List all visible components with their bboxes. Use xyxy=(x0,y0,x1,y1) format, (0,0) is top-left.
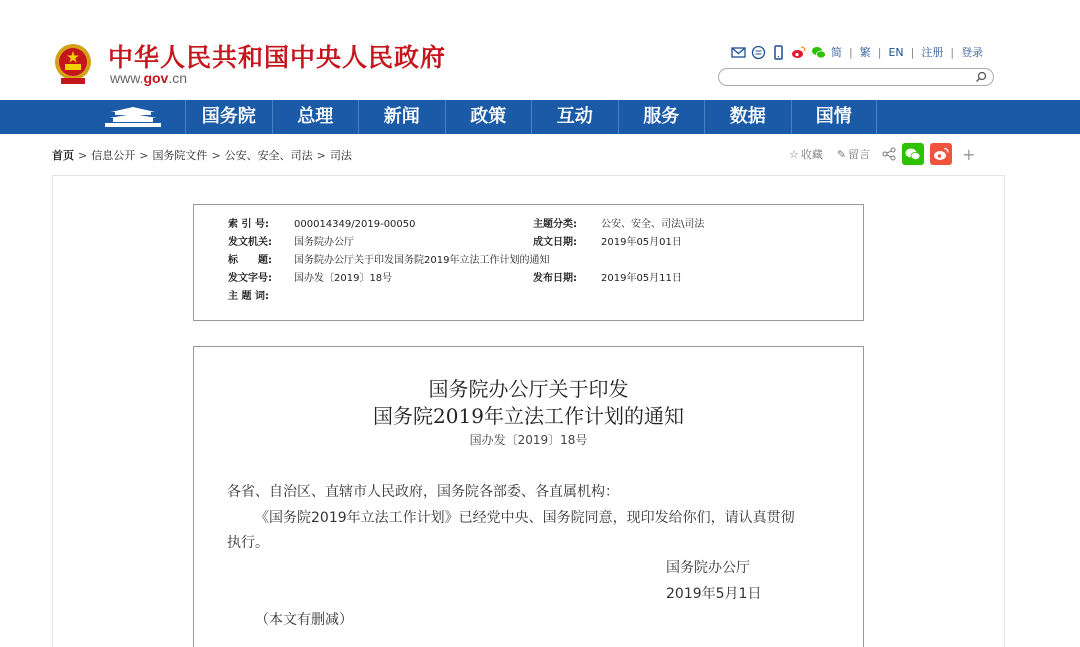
divider: | xyxy=(877,45,882,59)
breadcrumb-info-disclosure[interactable]: 信息公开 xyxy=(91,149,136,162)
document-salutation: 各省、自治区、直辖市人民政府，国务院各部委、各直属机构： xyxy=(227,484,619,500)
document-body xyxy=(193,346,864,647)
info-docno-row xyxy=(228,272,392,286)
site-url-suffix: .cn xyxy=(168,70,188,86)
breadcrumb-public-security[interactable]: 公安、安全、司法 xyxy=(224,149,313,162)
keywords-label: 主 题 词: xyxy=(228,291,269,302)
site-url-prefix: www. xyxy=(110,70,144,86)
national-emblem-icon[interactable] xyxy=(53,42,93,86)
link-english[interactable]: EN xyxy=(888,45,904,59)
divider: | xyxy=(950,45,955,59)
index-label: 索 引 号: xyxy=(228,219,269,230)
info-index-row xyxy=(228,218,416,232)
link-traditional[interactable]: 繁 xyxy=(859,46,871,59)
info-issuer-row xyxy=(228,236,354,250)
nav-home[interactable] xyxy=(0,100,185,134)
mobile-icon[interactable] xyxy=(771,45,786,60)
document-body-line1: 《国务院2019年立法工作计划》已经党中央、国务院同意，现印发给你们，请认真贯彻 xyxy=(255,510,795,526)
breadcrumb-judiciary[interactable]: 司法 xyxy=(329,149,352,162)
document-title-line2: 国务院2019年立法工作计划的通知 xyxy=(373,404,684,428)
nav-item-data[interactable]: 数据 xyxy=(704,100,791,134)
index-value: 000014349/2019-00050 xyxy=(294,219,416,230)
wechat-icon xyxy=(905,147,921,161)
weibo-icon xyxy=(933,147,949,161)
info-category-row xyxy=(533,218,704,232)
nav-item-interaction[interactable]: 互动 xyxy=(531,100,618,134)
breadcrumb-separator: > xyxy=(316,149,326,162)
tiananmen-gate-icon[interactable] xyxy=(103,106,163,128)
share-bar xyxy=(789,143,976,165)
created-label: 成文日期: xyxy=(533,237,577,248)
document-title-line1: 国务院办公厅关于印发 xyxy=(428,377,629,401)
mail-icon[interactable] xyxy=(731,45,746,60)
info-keywords-row xyxy=(228,290,294,304)
nav-items xyxy=(185,100,877,134)
document-note: （本文有删减） xyxy=(255,612,353,628)
info-title-row xyxy=(228,254,549,268)
wechat-share-button[interactable] xyxy=(902,143,924,165)
wechat-icon[interactable] xyxy=(811,45,826,60)
link-simplified[interactable]: 简 xyxy=(831,46,842,59)
docno-value: 国办发〔2019〕18号 xyxy=(294,273,393,284)
share-icon[interactable] xyxy=(882,147,896,161)
more-share-button[interactable]: + xyxy=(962,144,976,164)
favorite-button[interactable] xyxy=(789,146,823,162)
search-box xyxy=(718,68,994,86)
breadcrumb-state-council-docs[interactable]: 国务院文件 xyxy=(152,149,208,162)
breadcrumb xyxy=(52,147,352,163)
issuer-label: 发文机关: xyxy=(228,237,272,248)
nav-item-services[interactable]: 服务 xyxy=(618,100,705,134)
published-value: 2019年05月11日 xyxy=(601,273,682,284)
link-register[interactable]: 注册 xyxy=(921,46,944,59)
docno-label: 发文字号: xyxy=(228,273,272,284)
title-label: 标 题: xyxy=(228,255,272,266)
category-label: 主题分类: xyxy=(533,219,577,230)
divider: | xyxy=(849,45,853,59)
issuer-value: 国务院办公厅 xyxy=(294,237,354,248)
document-body-line2: 执行。 xyxy=(227,535,269,551)
favorite-label: 收藏 xyxy=(800,148,823,161)
nav-item-state-council[interactable]: 国务院 xyxy=(185,100,272,134)
published-label: 发布日期: xyxy=(533,273,577,284)
breadcrumb-home[interactable]: 首页 xyxy=(52,149,74,162)
site-url[interactable] xyxy=(110,70,187,86)
top-toolbar xyxy=(731,44,983,60)
search-input[interactable] xyxy=(727,73,977,89)
document-number: 国办发〔2019〕18号 xyxy=(469,433,588,447)
weibo-icon[interactable] xyxy=(791,45,806,60)
nav-item-premier[interactable]: 总理 xyxy=(272,100,359,134)
comment-button[interactable] xyxy=(837,146,870,162)
category-value: 公安、安全、司法\司法 xyxy=(601,219,705,230)
weibo-share-button[interactable] xyxy=(930,143,952,165)
nav-item-policy[interactable]: 政策 xyxy=(445,100,532,134)
star-icon: ☆ xyxy=(789,147,799,161)
search-icon[interactable] xyxy=(975,71,987,83)
breadcrumb-separator: > xyxy=(211,149,221,162)
breadcrumb-separator: > xyxy=(78,149,88,162)
document-signature: 国务院办公厅 xyxy=(666,560,750,576)
document-info-table xyxy=(193,204,864,321)
document-date: 2019年5月1日 xyxy=(666,586,762,602)
main-nav xyxy=(0,100,1080,134)
info-published-row xyxy=(533,272,682,286)
info-created-row xyxy=(533,236,682,250)
title-value: 国务院办公厅关于印发国务院2019年立法工作计划的通知 xyxy=(294,255,550,266)
pen-icon: ✎ xyxy=(836,147,847,161)
breadcrumb-separator: > xyxy=(139,149,149,162)
site-url-gov: gov xyxy=(143,70,169,86)
nav-item-national-info[interactable]: 国情 xyxy=(791,100,878,134)
nav-item-news[interactable]: 新闻 xyxy=(358,100,445,134)
comment-label: 留言 xyxy=(848,148,871,161)
created-value: 2019年05月01日 xyxy=(601,237,682,248)
link-login[interactable]: 登录 xyxy=(961,46,984,59)
site-title[interactable]: 中华人民共和国中央人民政府 xyxy=(108,43,447,72)
divider: | xyxy=(910,45,915,59)
message-icon[interactable] xyxy=(751,45,766,60)
